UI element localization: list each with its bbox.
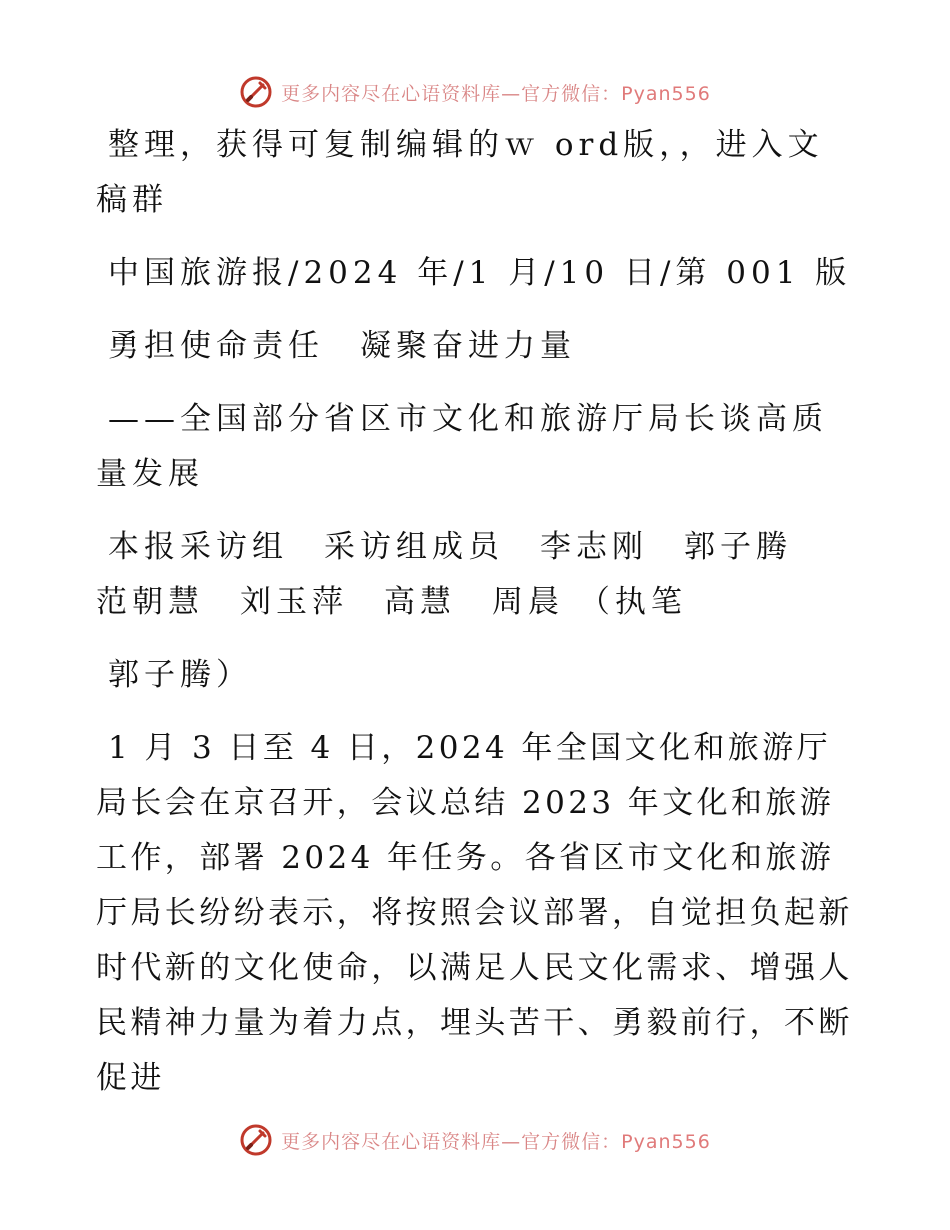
pen-seal-logo-icon	[239, 1123, 273, 1157]
byline-writer: 郭子腾）	[108, 657, 252, 693]
document-body	[96, 118, 856, 1124]
watermark-id: Pyan556	[621, 1130, 711, 1153]
body-paragraph: 1 月 3 日至 4 日，2024 年全国文化和旅游厅局长会在京召开，会议总结 2023 年文化和旅游工作，部署 2024 年任务。各省区市文化和旅游厅局长纷纷表示，将按照会议部署，自觉担负起新时代新的文化使命，以满足人民文化需求、增强人民精神力量为着力点，埋头苦干、勇毅前行，不断促进	[96, 730, 853, 1096]
header-watermark	[0, 72, 950, 112]
article-title: 勇担使命责任 凝聚奋进力量	[108, 328, 576, 364]
watermark-id: Pyan556	[621, 82, 711, 105]
article-subtitle: ——全国部分省区市文化和旅游厅局长谈高质量发展	[96, 401, 828, 492]
footer-watermark	[0, 1120, 950, 1160]
byline: 本报采访组 采访组成员 李志刚 郭子腾 范朝慧 刘玉萍 高慧 周晨 （执笔	[96, 529, 828, 620]
intro-note: 整理，获得可复制编辑的ｗ ord版，，进入文稿群	[96, 127, 824, 218]
watermark-text: 更多内容尽在心语资料库—官方微信：Pyan556	[281, 82, 711, 105]
pen-seal-logo-icon	[239, 75, 273, 109]
watermark-text: 更多内容尽在心语资料库—官方微信：Pyan556	[281, 1130, 711, 1153]
source-line: 中国旅游报/2024 年/1 月/10 日/第 001 版	[108, 255, 852, 291]
